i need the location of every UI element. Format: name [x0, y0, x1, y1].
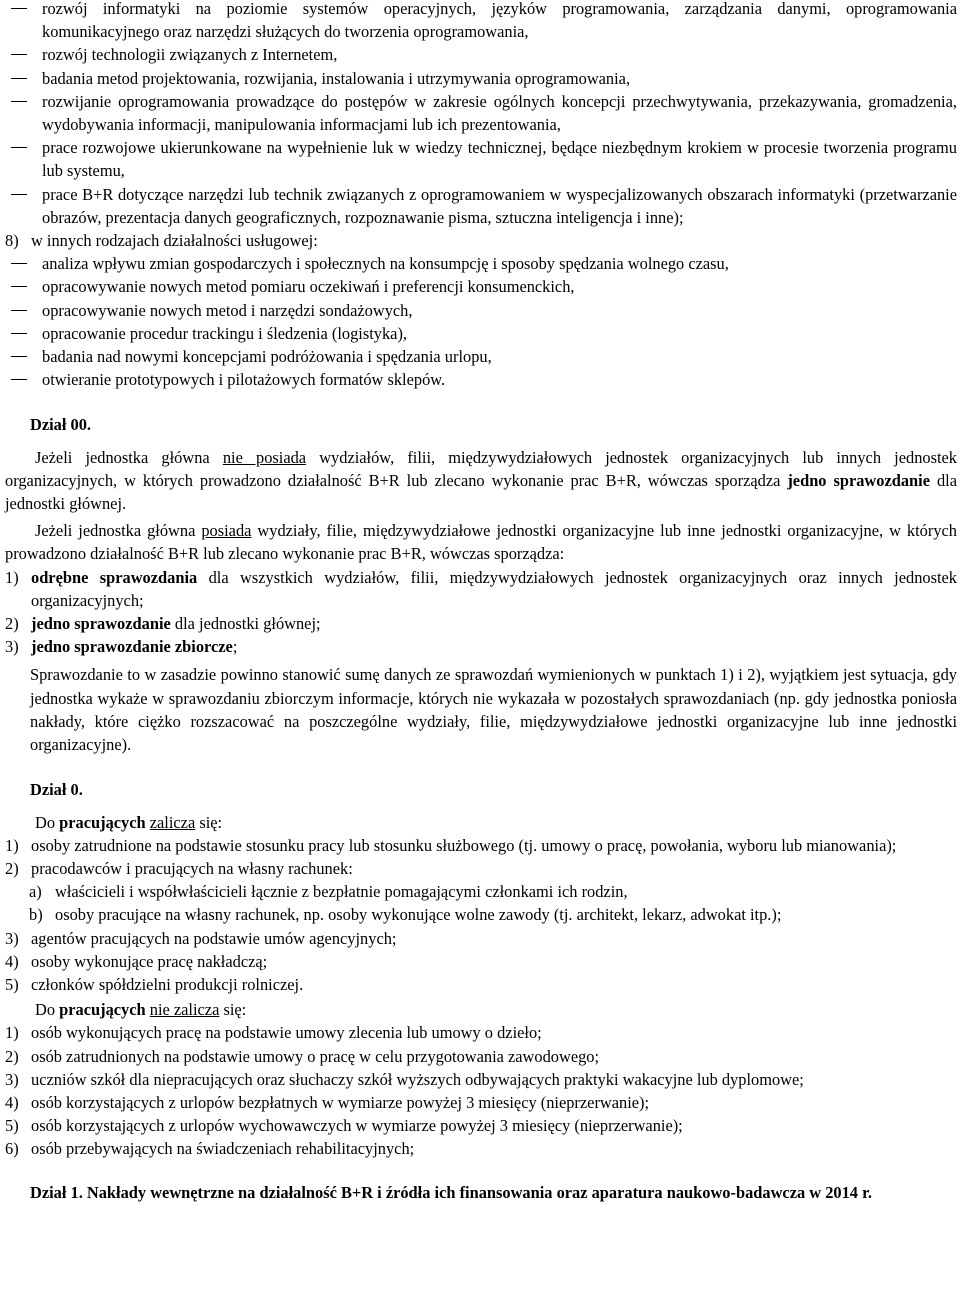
list-item: 2) jedno sprawozdanie dla jednostki głównej; [5, 614, 321, 634]
list-item: 3) jedno sprawozdanie zbiorcze; [5, 637, 238, 657]
list-item: rozwój informatyki na poziomie systemów operacyjnych, języków programowania, zarządzania danymi, oprogramowania komunikacyjnego oraz narzędzi służących do tworzenia oprogramowania, [5, 0, 957, 43]
list-item: 5) osób korzystających z urlopów wychowawczych w wymiarze powyżej 3 miesięcy (nieprzerwanie); [5, 1116, 683, 1136]
paragraph: Sprawozdanie to w zasadzie powinno stanowić sumę danych ze sprawozdań wymienionych w punktach 1) i 2), wyjątkiem jest sytuacja, gdy jednostka wykaże w sprawozdaniu zbiorczym informacje, których nie wykazała w pozostałych sprawozdaniach (np. gdy jednostka poniosła nakłady, które ciężko rozszacować na poszczególne wydziały, filie, międzywydziałowe jednostki organizacyjne lub inne jednostki organizacyjne). [30, 665, 957, 755]
list-item: 3) agentów pracujących na podstawie umów agencyjnych; [5, 928, 397, 948]
dash-marker [11, 194, 27, 195]
list-item: 5) członków spółdzielni produkcji rolniczej. [5, 974, 304, 994]
section-heading-dzial-0: Dział 0. [30, 780, 83, 800]
dash-marker [11, 147, 27, 148]
dash-marker [11, 8, 27, 9]
list-services-rd [5, 252, 957, 391]
list-item: prace rozwojowe ukierunkowane na wypełnienie luk w wiedzy technicznej, będące niezbędnym krokiem w procesie tworzenia programu lub systemu, [5, 136, 957, 182]
section-heading-dzial-00: Dział 00. [30, 415, 92, 435]
list-subitem: b) osoby pracujące na własny rachunek, np. osoby wykonujące wolne zawody (tj. architekt, lekarz, adwokat itp.); [29, 905, 782, 925]
dash-marker [11, 310, 27, 311]
list-item: rozwijanie oprogramowania prowadzące do postępów w zakresie ogólnych koncepcji przechwytywania, przekazywania, gromadzenia, wydobywania informacji, manipulowania informacjami lub ich prezentowania, [5, 90, 957, 136]
list-item: 2) osób zatrudnionych na podstawie umowy o pracę w celu przygotowania zawodowego; [5, 1046, 600, 1066]
list-item: 1) odrębne sprawozdania dla wszystkich wydziałów, filii, międzywydziałowych jednostek organizacyjnych oraz innych jednostek organizacyjnych; [5, 567, 957, 610]
dash-marker [11, 333, 27, 334]
list-item: 6) osób przebywających na świadczeniach rehabilitacyjnych; [5, 1139, 415, 1159]
list-item: 4) osoby wykonujące pracę nakładczą; [5, 951, 268, 971]
dash-marker [11, 78, 27, 79]
list-item: 1) osoby zatrudnione na podstawie stosunku pracy lub stosunku służbowego (tj. umowy o pracę, powołania, wyboru lub mianowania); [5, 835, 897, 855]
dash-marker [11, 286, 27, 287]
list-item: 2) pracodawców i pracujących na własny rachunek: [5, 858, 353, 878]
paragraph: Jeżeli jednostka główna posiada wydziały, filie, międzywydziałowe jednostki organizacyjne lub inne jednostki organizacyjne, w których prowadzono działalność B+R lub zlecano wykonanie prac B+R, wówczas sporządza: [5, 521, 957, 564]
list-item: badania nad nowymi koncepcjami podróżowania i spędzania urlopu, [5, 345, 957, 368]
list-item: opracowywanie nowych metod i narzędzi sondażowych, [5, 299, 957, 322]
item-8: 8) w innych rodzajach działalności usługowej: [5, 231, 318, 251]
dash-marker [11, 101, 27, 102]
dash-marker [11, 379, 27, 380]
list-item: analiza wpływu zmian gospodarczych i społecznych na konsumpcję i sposoby spędzania wolnego czasu, [5, 252, 957, 275]
list-software-rd [5, 0, 957, 229]
list-subitem: a) właścicieli i współwłaścicieli łącznie z bezpłatnie pomagającymi członkami ich rodzin, [29, 882, 628, 902]
dash-marker [11, 263, 27, 264]
list-item: otwieranie prototypowych i pilotażowych formatów sklepów. [5, 368, 957, 391]
paragraph: Jeżeli jednostka główna nie posiada wydziałów, filii, międzywydziałowych jednostek organizacyjnych lub innych jednostek organizacyjnych, w których prowadzono działalność B+R lub zlecano wykonanie prac B+R, wówczas sporządza jedno sprawozdanie dla jednostki głównej. [5, 447, 957, 514]
list-item: badania metod projektowania, rozwijania, instalowania i utrzymywania oprogramowania, [5, 67, 957, 90]
list-item: opracowanie procedur trackingu i śledzenia (logistyka), [5, 322, 957, 345]
list-item: 1) osób wykonujących pracę na podstawie umowy zlecenia lub umowy o dzieło; [5, 1023, 542, 1043]
paragraph-excluded: Do pracujących nie zalicza się: [35, 1000, 247, 1020]
list-item: prace B+R dotyczące narzędzi lub technik związanych z oprogramowaniem w wyspecjalizowanych obszarach informatyki (przetwarzanie obrazów, prezentacja danych geograficznych, rozpoznawanie pisma, sztuczna inteligencja i inne); [5, 183, 957, 229]
dash-marker [11, 356, 27, 357]
list-item: rozwój technologii związanych z Internetem, [5, 43, 957, 66]
document-page [5, 0, 957, 1204]
paragraph-included: Do pracujących zalicza się: [35, 812, 223, 832]
list-item: 4) osób korzystających z urlopów bezpłatnych w wymiarze powyżej 3 miesięcy (nieprzerwanie); [5, 1092, 650, 1112]
dash-marker [11, 54, 27, 55]
list-item: opracowywanie nowych metod pomiaru oczekiwań i preferencji konsumenckich, [5, 275, 957, 298]
section-heading-dzial-1: Dział 1. Nakłady wewnętrzne na działalność B+R i źródła ich finansowania oraz aparatura naukowo-badawcza w 2014 r. [30, 1182, 872, 1202]
list-item: 3) uczniów szkół dla niepracujących oraz słuchaczy szkół wyższych odbywających praktyki wakacyjne lub dyplomowe; [5, 1069, 804, 1089]
